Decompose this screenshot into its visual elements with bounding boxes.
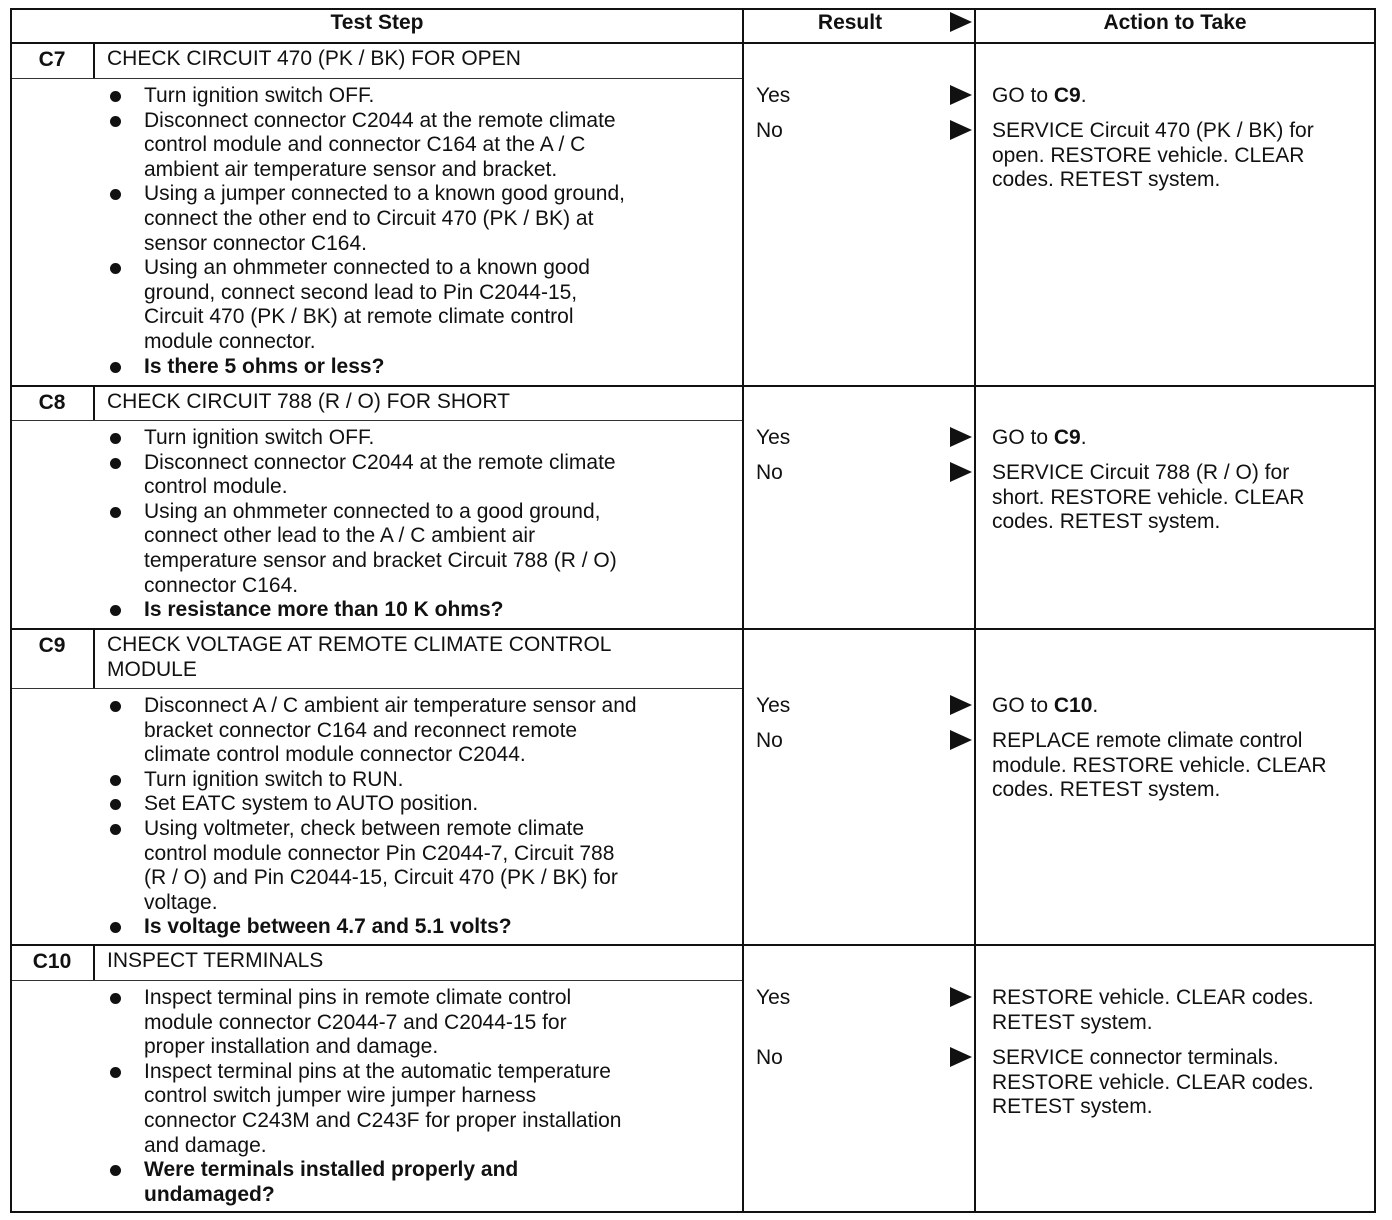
bullet-text-line: proper installation and damage. <box>144 1035 439 1059</box>
action-line: module. RESTORE vehicle. CLEAR <box>992 753 1327 777</box>
result-no: No <box>756 119 783 142</box>
result-no: No <box>756 729 783 752</box>
bullet-icon <box>110 1165 121 1176</box>
bullet-text-line: Were terminals installed properly and <box>144 1158 519 1182</box>
step-id-divider <box>93 628 95 688</box>
bullet-icon <box>110 922 121 933</box>
bullet-text-line: Inspect terminal pins at the automatic temperature <box>144 1059 611 1083</box>
bullet-icon <box>110 189 121 200</box>
action-prefix: GO to <box>992 84 1054 107</box>
bullet-text-line: sensor connector C164. <box>144 231 367 255</box>
step-bullet <box>107 768 727 793</box>
step-bullet <box>107 182 727 256</box>
bullet-icon <box>110 775 121 786</box>
header-bottom-border <box>10 42 1376 44</box>
result-yes: Yes <box>756 986 791 1009</box>
bullet-icon <box>110 362 121 373</box>
bullet-text-line: Circuit 470 (PK / BK) at remote climate control <box>144 305 574 329</box>
bullet-text-line: control switch jumper wire jumper harness <box>144 1084 537 1108</box>
result-column-left-border <box>742 8 744 1213</box>
action-line: open. RESTORE vehicle. CLEAR <box>992 143 1305 167</box>
row-separator <box>10 628 1376 630</box>
bullet-text-line: control module connector Pin C2044-7, Circuit 788 <box>144 841 615 865</box>
bullet-text-line: Turn ignition switch OFF. <box>144 84 375 107</box>
step-title-line: CHECK CIRCUIT 788 (R / O) FOR SHORT <box>107 390 510 413</box>
bullet-text-line: ground, connect second lead to Pin C2044-15, <box>144 280 578 304</box>
bullet-text-line: (R / O) and Pin C2044-15, Circuit 470 (PK / BK) for <box>144 866 618 890</box>
bullet-icon <box>110 116 121 127</box>
result-arrow-icon <box>950 120 972 140</box>
step-title-line: CHECK CIRCUIT 470 (PK / BK) FOR OPEN <box>107 47 521 70</box>
table-top-border <box>10 8 1376 10</box>
bullet-icon <box>110 458 121 469</box>
action-prefix: GO to <box>992 426 1054 449</box>
action-text <box>992 729 1377 803</box>
bullet-text-line: Using an ohmmeter connected to a good ground, <box>144 499 601 523</box>
action-text <box>992 84 1377 109</box>
action-target-step: C10 <box>1053 694 1093 717</box>
header-result: Result <box>817 11 883 34</box>
bullet-text-line: module connector C2044-7 and C2044-15 for <box>144 1010 567 1034</box>
action-suffix: . <box>1080 426 1087 449</box>
action-text <box>992 1046 1377 1120</box>
result-no: No <box>756 461 783 484</box>
bullet-icon <box>110 263 121 274</box>
step-title-underline <box>12 688 742 689</box>
bullet-icon <box>110 701 121 712</box>
action-line <box>992 84 1377 109</box>
action-text <box>992 119 1377 193</box>
action-text <box>992 694 1377 719</box>
action-line: SERVICE Circuit 470 (PK / BK) for <box>992 119 1314 142</box>
step-bullet <box>107 451 727 500</box>
bullet-icon <box>110 993 121 1004</box>
step-question <box>107 355 727 380</box>
action-line: RETEST system. <box>992 1010 1153 1034</box>
step-id: C9 <box>38 634 66 657</box>
step-title-line: CHECK VOLTAGE AT REMOTE CLIMATE CONTROL <box>107 633 612 656</box>
bullet-icon <box>110 605 121 616</box>
step-bullet <box>107 256 727 354</box>
bullet-text-line: ambient air temperature sensor and bracket. <box>144 157 558 181</box>
step-title-underline <box>12 980 742 981</box>
row-separator <box>10 944 1376 946</box>
bullet-text-line: temperature sensor and bracket Circuit 788 (R / O) <box>144 548 617 572</box>
bullet-text-line: Is there 5 ohms or less? <box>144 354 385 378</box>
bullet-text-line: undamaged? <box>144 1182 275 1206</box>
action-line: codes. RETEST system. <box>992 168 1221 192</box>
bullet-text-line: Is voltage between 4.7 and 5.1 volts? <box>144 915 512 939</box>
step-id-divider <box>93 42 95 78</box>
bullet-icon <box>110 91 121 102</box>
step-instructions <box>107 986 727 1207</box>
action-line: short. RESTORE vehicle. CLEAR <box>992 485 1305 509</box>
action-column-left-border <box>974 8 976 1213</box>
result-arrow-icon <box>950 987 972 1007</box>
bullet-text-line: Disconnect A / C ambient air temperature sensor and <box>144 694 637 717</box>
step-title-line: MODULE <box>107 657 197 681</box>
step-bullet <box>107 792 727 817</box>
bullet-icon <box>110 507 121 518</box>
bullet-text-line: voltage. <box>144 890 218 914</box>
step-title <box>107 633 611 682</box>
step-title <box>107 949 323 974</box>
step-id: C10 <box>32 950 72 973</box>
bullet-text-line: Is resistance more than 10 K ohms? <box>144 598 504 622</box>
step-instructions <box>107 84 727 379</box>
step-id: C8 <box>38 391 66 414</box>
step-id: C7 <box>38 48 66 71</box>
step-bullet <box>107 1060 727 1158</box>
step-question <box>107 915 727 940</box>
action-text <box>992 426 1377 451</box>
step-bullet <box>107 84 727 109</box>
action-line: RETEST system. <box>992 1095 1153 1119</box>
bullet-text-line: connector C164. <box>144 573 299 597</box>
bullet-text-line: connect the other end to Circuit 470 (PK / BK) at <box>144 206 594 230</box>
step-id-divider <box>93 385 95 420</box>
step-bullet <box>107 817 727 915</box>
result-yes: Yes <box>756 84 791 107</box>
step-bullet <box>107 500 727 598</box>
action-line: SERVICE Circuit 788 (R / O) for <box>992 461 1290 484</box>
step-bullet <box>107 694 727 768</box>
step-title <box>107 47 521 72</box>
action-line: REPLACE remote climate control <box>992 729 1303 752</box>
step-bullet <box>107 109 727 183</box>
step-instructions <box>107 426 727 623</box>
bullet-text-line: Inspect terminal pins in remote climate control <box>144 986 572 1009</box>
header-test-step: Test Step <box>330 11 424 34</box>
action-line: codes. RETEST system. <box>992 510 1221 534</box>
bullet-icon <box>110 433 121 444</box>
result-no: No <box>756 1046 783 1069</box>
header-arrow-icon <box>950 12 972 32</box>
bullet-text-line: Turn ignition switch OFF. <box>144 426 375 449</box>
result-arrow-icon <box>950 695 972 715</box>
result-yes: Yes <box>756 694 791 717</box>
step-question <box>107 1158 727 1207</box>
bullet-text-line: Using voltmeter, check between remote climate <box>144 816 585 840</box>
result-arrow-icon <box>950 427 972 447</box>
result-arrow-icon <box>950 730 972 750</box>
action-prefix: GO to <box>992 694 1054 717</box>
action-target-step: C9 <box>1053 426 1081 449</box>
bullet-text-line: control module. <box>144 475 288 499</box>
step-title-line: INSPECT TERMINALS <box>107 949 324 972</box>
bullet-text-line: Turn ignition switch to RUN. <box>144 767 404 791</box>
bullet-text-line: connector C243M and C243F for proper installation <box>144 1108 622 1132</box>
action-line: RESTORE vehicle. CLEAR codes. <box>992 1070 1314 1094</box>
table-left-border <box>10 8 12 1213</box>
step-question <box>107 598 727 623</box>
step-instructions <box>107 694 727 940</box>
step-title-underline <box>12 78 742 79</box>
bullet-text-line: control module and connector C164 at the A / C <box>144 133 586 157</box>
action-line: SERVICE connector terminals. <box>992 1046 1279 1069</box>
result-arrow-icon <box>950 1047 972 1067</box>
bullet-icon <box>110 1067 121 1078</box>
action-line <box>992 694 1377 719</box>
result-arrow-icon <box>950 462 972 482</box>
header-action: Action to Take <box>1103 11 1247 34</box>
result-yes: Yes <box>756 426 791 449</box>
bullet-text-line: Set EATC system to AUTO position. <box>144 792 479 816</box>
bullet-text-line: Disconnect connector C2044 at the remote climate <box>144 108 616 132</box>
step-title-underline <box>12 420 742 421</box>
bullet-text-line: module connector. <box>144 329 316 353</box>
action-text <box>992 461 1377 535</box>
bullet-text-line: and damage. <box>144 1133 267 1157</box>
step-bullet <box>107 426 727 451</box>
action-suffix: . <box>1080 84 1087 107</box>
bullet-text-line: Using an ohmmeter connected to a known good <box>144 256 590 280</box>
bullet-icon <box>110 824 121 835</box>
step-bullet <box>107 986 727 1060</box>
bullet-text-line: bracket connector C164 and reconnect remote <box>144 718 578 742</box>
bullet-icon <box>110 799 121 810</box>
action-line: RESTORE vehicle. CLEAR codes. <box>992 986 1314 1009</box>
table-bottom-border <box>10 1211 1376 1213</box>
step-id-divider <box>93 944 95 980</box>
result-arrow-icon <box>950 85 972 105</box>
action-text <box>992 986 1377 1035</box>
bullet-text-line: climate control module connector C2044. <box>144 743 526 767</box>
action-line <box>992 426 1377 451</box>
bullet-text-line: Disconnect connector C2044 at the remote climate <box>144 450 616 474</box>
action-line: codes. RETEST system. <box>992 778 1221 802</box>
step-title <box>107 390 510 415</box>
bullet-text-line: connect other lead to the A / C ambient air <box>144 524 536 548</box>
row-separator <box>10 385 1376 387</box>
action-suffix: . <box>1092 694 1099 717</box>
action-target-step: C9 <box>1053 84 1081 107</box>
bullet-text-line: Using a jumper connected to a known good ground, <box>144 182 625 206</box>
